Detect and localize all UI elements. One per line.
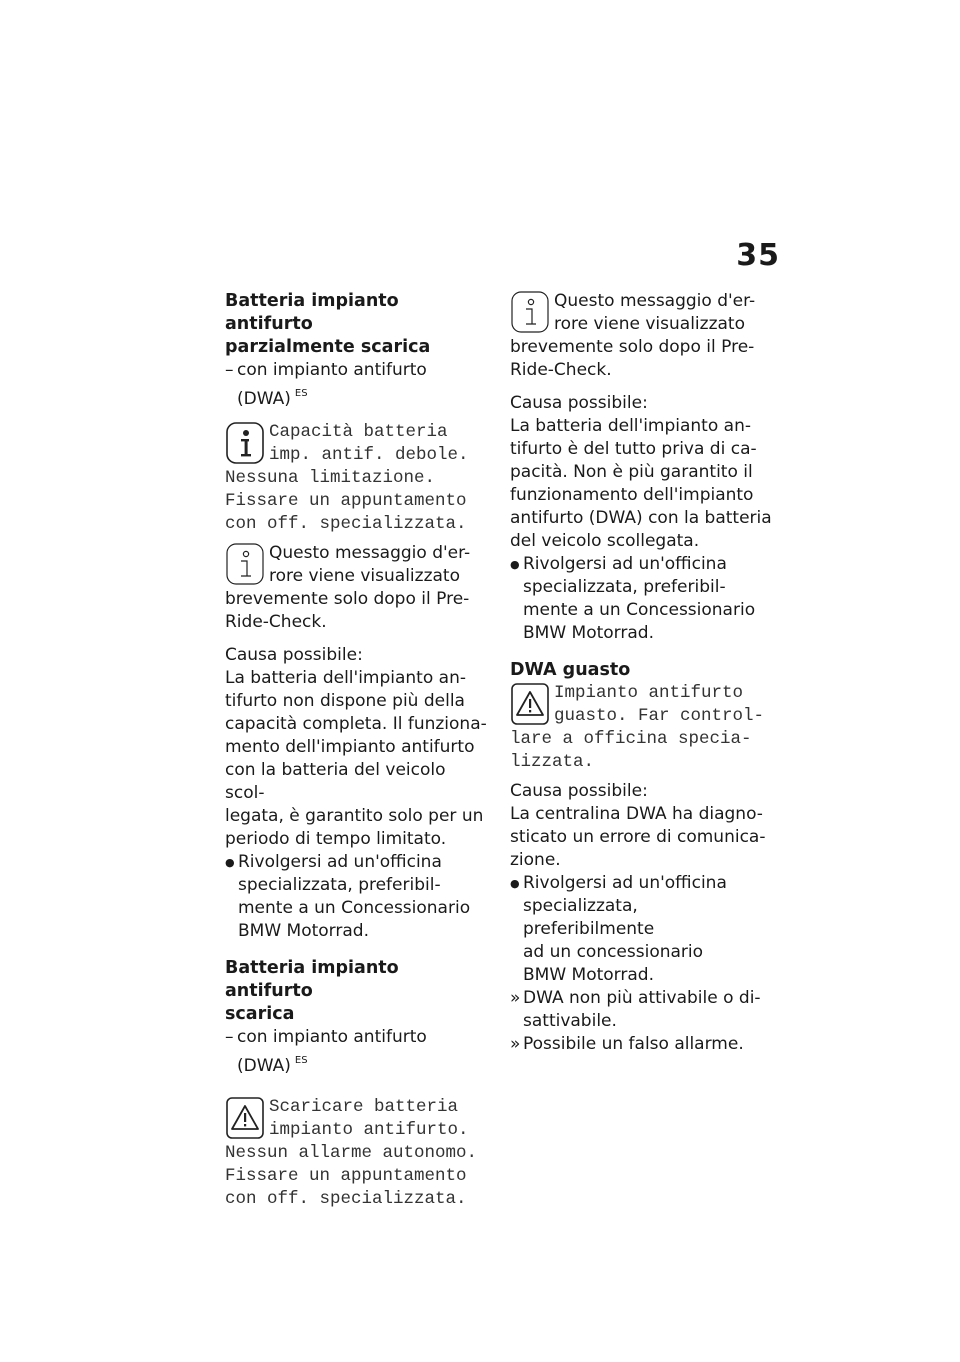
condition-dwa: – con impianto antifurto (DWA) $^{ES}$	[225, 1027, 427, 1076]
note-block: Questo messaggio d'er- rore viene visualizzato brevemente solo dopo il Pre- Ride-Check.	[510, 291, 756, 380]
section-title-battery-empty: Batteria impianto antifurto scarica	[225, 958, 399, 1024]
bullet-icon: ●	[510, 877, 520, 890]
bullet-icon: ●	[225, 856, 235, 869]
condition-dwa: – con impianto antifurto (DWA) $^{ES}$	[225, 360, 427, 409]
right-column	[510, 290, 772, 1056]
info-icon	[510, 290, 552, 334]
bullet-icon: ●	[510, 558, 520, 571]
display-message: Impianto antifurto guasto. Far control- lare a officina specia- lizzata.	[510, 683, 765, 772]
action-item: ● Rivolgersi ad un'officina specializzata, preferibil- mente a un Concessionario BMW Motorrad.	[510, 554, 756, 643]
warning-triangle-icon	[225, 1096, 267, 1140]
cause-label: Causa possibile:	[510, 393, 648, 413]
cause-text: La batteria dell'impianto an- tifurto è del tutto priva di ca- pacità. Non è più garantito il funzionamento dell'impianto antifurto (DWA) con la batteria del veicolo scollegata.	[510, 416, 772, 551]
cause-text: La batteria dell'impianto an- tifurto non dispone più della capacità completa. Il funziona- mento dell'impianto antifurto con la batteria del veicolo scol- legata, è garantito solo per un periodo di tempo limitato.	[225, 668, 487, 849]
cause-label: Causa possibile:	[510, 781, 648, 801]
cause-label: Causa possibile:	[225, 645, 363, 665]
left-column	[225, 290, 487, 1211]
cause-text: La centralina DWA ha diagno- sticato un errore di comunica- zione.	[510, 804, 766, 870]
display-message: Capacità batteria imp. antif. debole. Nessuna limitazione. Fissare un appuntamento con off. specializzata.	[225, 422, 469, 534]
section-title-battery-partial: Batteria impianto antifurto parzialmente scarica	[225, 291, 431, 357]
section-title-dwa-fault: DWA guasto	[510, 660, 631, 680]
warning-triangle-icon	[510, 682, 552, 726]
result-item: » Possibile un falso allarme.	[510, 1034, 744, 1054]
info-icon	[225, 421, 267, 465]
info-icon	[225, 542, 267, 586]
result-arrow-icon: »	[510, 988, 521, 1008]
result-item: » DWA non più attivabile o di- sattivabile.	[510, 988, 761, 1031]
page-number: 35	[736, 238, 780, 273]
note-block: Questo messaggio d'er- rore viene visualizzato brevemente solo dopo il Pre- Ride-Check.	[225, 543, 471, 632]
display-message: Scaricare batteria impianto antifurto. Nessun allarme autonomo. Fissare un appuntamento con off. specializzata.	[225, 1097, 478, 1209]
action-item: ● Rivolgersi ad un'officina specializzata, preferibilmente ad un concessionario BMW Motorrad.	[510, 873, 727, 985]
result-arrow-icon: »	[510, 1034, 521, 1054]
action-item: ● Rivolgersi ad un'officina specializzata, preferibil- mente a un Concessionario BMW Motorrad.	[225, 852, 471, 941]
